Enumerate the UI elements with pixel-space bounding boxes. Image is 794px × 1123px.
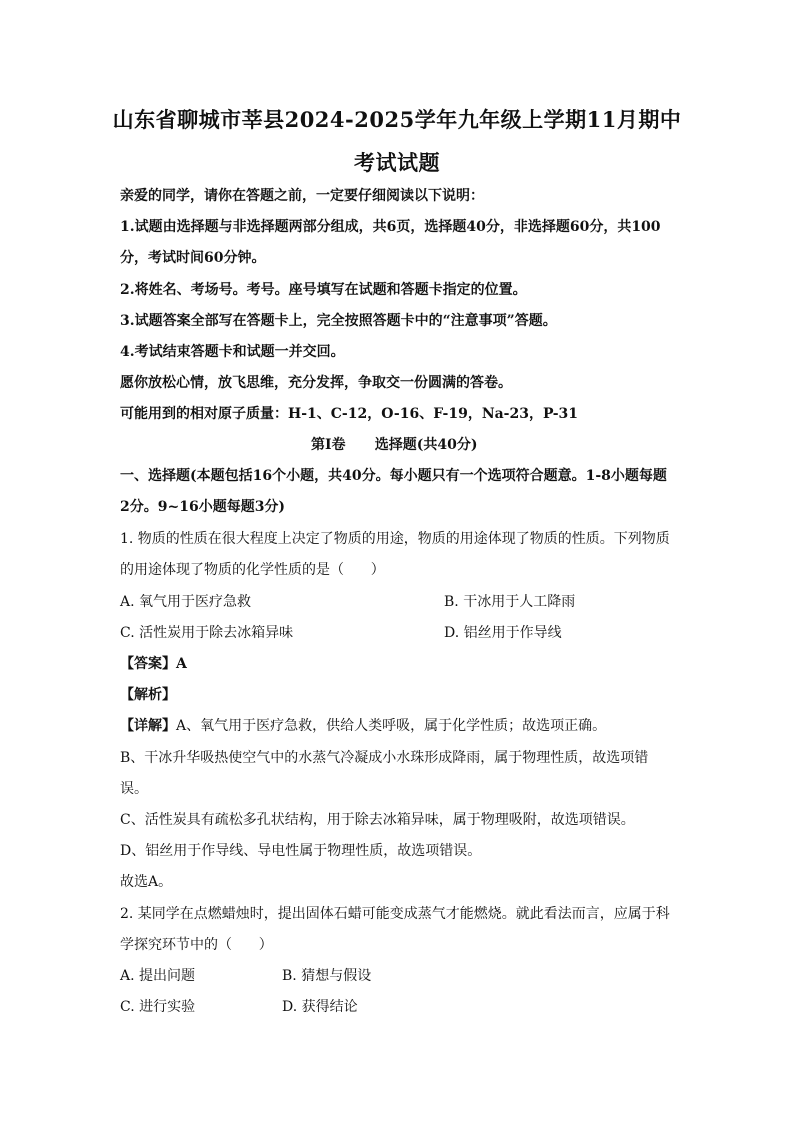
q1-conclusion: 故选A。: [120, 874, 173, 890]
instruction-item-2: 2.将姓名、考场号。考号。座号填写在试题和答题卡指定的位置。: [120, 282, 527, 298]
q1-option-c: C. 活性炭用于除去冰箱异味: [120, 625, 294, 641]
q1-detail-c: C、活性炭具有疏松多孔状结构，用于除去冰箱异味，属于物理吸附，故选项错误。: [120, 812, 635, 828]
part1-header: 第Ⅰ卷 选择题(共40分): [311, 437, 478, 453]
page-title-line2: 考试试题: [354, 150, 440, 175]
section1-heading: 一、选择题(本题包括16个小题，共40分。每小题只有一个选项符合题意。1-8小题每题: [120, 468, 667, 484]
q1-stem: 1. 物质的性质在很大程度上决定了物质的用途，物质的用途体现了物质的性质。下列物质: [120, 531, 670, 547]
q1-answer: 【答案】A: [120, 656, 187, 672]
q1-detail-d: D、铝丝用于作导线、导电性属于物理性质，故选项错误。: [120, 843, 482, 859]
q1-analysis-label: 【解析】: [120, 687, 176, 703]
section1-heading-cont: 2分。9~16小题每题3分): [120, 499, 286, 515]
instruction-item-4: 4.考试结束答题卡和试题一并交回。: [120, 344, 345, 360]
q1-detail-b-cont: 误。: [120, 781, 148, 797]
instruction-item-3: 3.试题答案全部写在答题卡上，完全按照答题卡中的“注意事项”答题。: [120, 313, 557, 329]
instructions-greeting: 亲爱的同学，请你在答题之前，一定要仔细阅读以下说明：: [120, 188, 484, 204]
q2-option-d: D. 获得结论: [282, 999, 358, 1015]
q1-stem-cont: 的用途体现了物质的化学性质的是（ ）: [120, 562, 385, 578]
q1-detail-a: [120, 719, 606, 733]
q1-option-a: A. 氧气用于医疗急救: [120, 594, 252, 610]
q2-stem-cont: 学探究环节中的（ ）: [120, 937, 273, 953]
atomic-mass-note: 可能用到的相对原子质量：H-1、C-12，O-16、F-19，Na-23，P-31: [120, 406, 579, 422]
q1-detail-a-text: A、氧气用于医疗急救，供给人类呼吸，属于化学性质；故选项正确。: [176, 718, 607, 734]
q2-option-c: C. 进行实验: [120, 999, 196, 1015]
q1-option-d: D. 铝丝用于作导线: [444, 625, 562, 641]
q1-detail-label: 【详解】: [120, 718, 176, 734]
instruction-item-1: 1.试题由选择题与非选择题两部分组成，共6页，选择题40分，非选择题60分，共100: [120, 219, 661, 235]
instruction-wish: 愿你放松心情，放飞思维，充分发挥，争取交一份圆满的答卷。: [120, 375, 512, 391]
instruction-item-1-cont: 分，考试时间60分钟。: [120, 250, 266, 266]
q2-option-a: A. 提出问题: [120, 968, 196, 984]
q1-detail-b: B、干冰升华吸热使空气中的水蒸气冷凝成小水珠形成降雨，属于物理性质，故选项错: [120, 750, 649, 766]
q2-option-b: B. 猜想与假设: [282, 968, 372, 984]
q1-option-b: B. 干冰用于人工降雨: [444, 594, 576, 610]
q2-stem: 2. 某同学在点燃蜡烛时，提出固体石蜡可能变成蒸气才能燃烧。就此看法而言，应属于科: [120, 906, 670, 922]
page-title-line1: 山东省聊城市莘县2024-2025学年九年级上学期11月期中: [112, 107, 682, 132]
